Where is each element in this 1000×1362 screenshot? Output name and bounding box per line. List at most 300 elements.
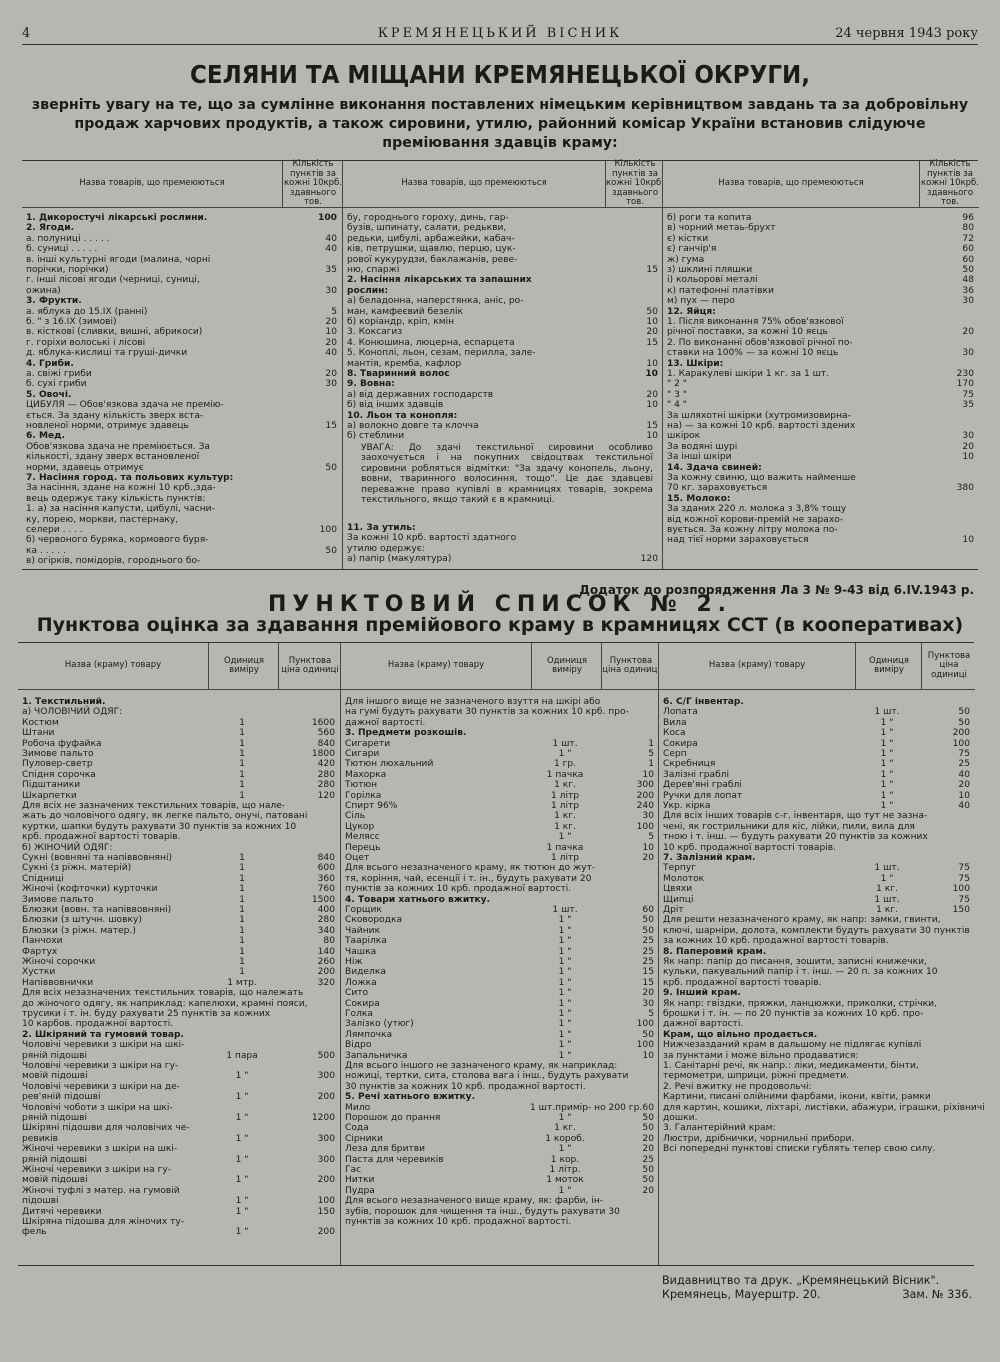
row-points [287, 359, 342, 369]
row-points [277, 1123, 340, 1133]
row-label: 4. Товари хатнього вжитку. [345, 894, 491, 905]
row-unit: 1 " [558, 915, 572, 926]
row-label: Відро [345, 1040, 372, 1051]
table-row [18, 936, 340, 946]
premium-col-3 [662, 161, 979, 569]
row-unit: 1 пачка [546, 842, 584, 853]
table-row [659, 1082, 975, 1092]
table-row [341, 728, 659, 738]
row-unit: 1 " [558, 1113, 572, 1123]
table-row [341, 1092, 659, 1102]
table-row [18, 853, 340, 863]
table-row [18, 1113, 340, 1123]
row-label: зубів, порошок для чищення та інш., будуть рахувати 30 [345, 1206, 620, 1217]
row-label: б. " з 16.IX (зимові) [26, 317, 117, 327]
table-row [343, 348, 663, 358]
row-points: 380 [956, 483, 974, 494]
row-unit: 1 кг. [554, 811, 576, 822]
row-label: Жіночі черевики з шкіри на гу- [22, 1165, 172, 1175]
row-label: 10. Льон та конопля: [347, 410, 458, 421]
row-points [643, 707, 659, 717]
row-label: тя, коріння, чай, есенції і т. ін., будуть рахувати 20 [345, 873, 592, 884]
row-unit [854, 1030, 920, 1040]
table-row [343, 275, 663, 285]
table-row [341, 1040, 659, 1050]
row-points [928, 421, 979, 431]
imprint-address: Кремянець, Мауерштр. 20. [662, 1288, 821, 1301]
row-points: 15 [325, 421, 337, 431]
row-label: б) коріандр, кріп, кмін [347, 317, 455, 327]
row-points: 25 [642, 1154, 654, 1165]
row-unit [530, 895, 600, 905]
row-unit: 1 " [558, 925, 572, 936]
row-points [631, 697, 659, 707]
table-row [663, 307, 979, 317]
row-unit [207, 1061, 277, 1071]
row-label: Як напр: гвіздки, пряжки, ланцюжки, приколки, стрічки, [663, 998, 937, 1009]
row-unit: 1 " [880, 790, 894, 801]
row-unit: 1 " [880, 749, 894, 759]
row-label: б) роги та копита [667, 213, 752, 223]
row-unit: 1 [239, 894, 245, 905]
row-points [920, 843, 975, 853]
table-row [659, 1134, 975, 1144]
row-points: 10 [958, 790, 970, 801]
table-row [22, 494, 342, 504]
row-unit [921, 1040, 949, 1050]
row-label: Гас [345, 1165, 362, 1175]
row-points [928, 515, 979, 525]
row-unit: 1 [239, 769, 245, 780]
row-points: 420 [317, 759, 335, 770]
row-points [287, 223, 342, 233]
table-row [659, 863, 975, 873]
row-label: 12. Яйця: [667, 306, 716, 317]
table-row [663, 515, 979, 525]
row-points: 40 [325, 233, 337, 244]
table-row [663, 255, 979, 265]
row-points: 50 [325, 462, 337, 473]
row-label: пунктів за кожних 10 крб. продажної вартості. [345, 884, 572, 895]
row-label: Блюзки (з ріжн. матер.) [22, 925, 136, 936]
row-points: 20 [958, 780, 970, 791]
table-row [18, 707, 340, 717]
row-points: 340 [317, 925, 335, 936]
row-points [287, 411, 342, 421]
row-unit: 1 " [558, 967, 572, 978]
row-label: Лопата [663, 707, 698, 718]
table-row [343, 431, 663, 441]
page-number: 4 [22, 26, 31, 41]
table-row [659, 1071, 975, 1081]
table-row [18, 739, 340, 749]
table-row [341, 1144, 659, 1154]
row-label: чені, як гострильники для кіс, лійки, пили, вила для [663, 821, 915, 832]
table-row [659, 728, 975, 738]
row-label: Дитячі черевики [22, 1206, 102, 1217]
row-points [928, 525, 979, 535]
row-points [600, 1092, 659, 1102]
row-points: 25 [642, 936, 654, 947]
row-label: 70 кг. зараховується [667, 483, 768, 494]
table-row [663, 535, 979, 545]
row-points [920, 978, 975, 988]
row-unit: 1 " [558, 936, 572, 947]
row-label: За насіння, здане на кожні 10 крб.,зда- [26, 483, 216, 494]
row-points [928, 338, 979, 348]
row-label: є) кістки [667, 233, 709, 244]
row-label: Жіночі черевики з шкіри на шкі- [22, 1144, 178, 1155]
table-row [18, 926, 340, 936]
row-label: з) шклині пляшки [667, 265, 753, 275]
row-label: Для іншого вище не зазначеного взуття на шкірі або [345, 697, 601, 707]
row-label: б) стеблини [347, 431, 405, 442]
table-row [18, 1019, 340, 1029]
row-unit [938, 967, 956, 977]
row-label: За водяні шурі [667, 441, 738, 452]
row-points [612, 533, 663, 543]
table-row [659, 853, 975, 863]
row-unit [854, 1134, 920, 1144]
row-unit: 1 " [235, 1206, 249, 1217]
table-row [341, 1165, 659, 1175]
intro-text: зверніть увагу на те, що за сумлінне виконання поставлених німецьким керівництвом завдань та за добровільну продаж харчових продуктів, а також сировини, утилю, районний комісар України встановив слідуюче преміювання здавців краму: [31, 97, 969, 151]
points-col-2 [340, 643, 659, 1265]
row-points: 1800 [311, 749, 335, 759]
table-row [18, 697, 340, 707]
table-row [18, 1186, 340, 1196]
row-label: Костюм [22, 717, 59, 728]
row-label: Нижчезазданий крам в дальшому не підлягає купівлі [663, 1040, 922, 1051]
table-row [343, 296, 663, 306]
row-unit [571, 884, 618, 894]
row-unit: 1 " [880, 728, 894, 739]
row-label: Ложка [345, 977, 377, 988]
row-points [624, 1082, 659, 1092]
row-unit: 1 " [558, 1019, 572, 1030]
table-row [343, 411, 663, 421]
table-row [659, 874, 975, 884]
table-row [341, 1207, 659, 1217]
row-points [287, 483, 342, 493]
row-points [928, 494, 979, 504]
table-row [659, 1019, 975, 1029]
row-points [953, 1092, 975, 1102]
table-row [18, 843, 340, 853]
row-label: дошки. [663, 1113, 698, 1123]
row-points [951, 957, 975, 967]
row-unit: 1 [239, 759, 245, 770]
row-label: м) пух — перо [667, 296, 735, 307]
row-label: в) огірків, помідорів, городнього бо- [26, 556, 201, 567]
row-points: 72 [962, 233, 974, 244]
row-label: б. сухі гриби [26, 379, 87, 390]
row-points [946, 822, 975, 832]
row-label: дажної вартості. [345, 717, 426, 728]
row-points [628, 863, 659, 873]
table-row [22, 463, 342, 473]
row-unit [923, 1009, 950, 1019]
col-header-name: Назва (краму) товару [64, 660, 162, 671]
table-row [18, 780, 340, 790]
row-label: Картини, писані олійними фарбами, ікони, квіти, рамки [663, 1092, 931, 1103]
row-label: Спідня сорочка [22, 769, 96, 780]
row-label: Сито [345, 988, 369, 999]
row-points: 280 [317, 915, 335, 926]
row-label: Підштаники [22, 780, 81, 791]
row-points [306, 1009, 340, 1019]
row-unit [927, 957, 952, 967]
row-unit: 1 [239, 873, 245, 884]
row-unit [854, 1071, 920, 1081]
table-row [659, 895, 975, 905]
table-row [663, 317, 979, 327]
points-col-3 [658, 643, 985, 1265]
row-points: 150 [952, 905, 970, 915]
table-row [343, 554, 663, 564]
table-row [663, 400, 979, 410]
row-unit [530, 718, 600, 728]
table-row [22, 359, 342, 369]
row-label: б) від інших здавців [347, 400, 444, 411]
table-row [341, 947, 659, 957]
table-row [18, 957, 340, 967]
row-label: вується. За кожну літру молока по- [667, 525, 838, 535]
row-points: 50 [962, 265, 974, 275]
table-row [659, 905, 975, 915]
row-points: 20 [646, 389, 658, 400]
row-points [922, 1051, 975, 1061]
row-points [952, 832, 975, 842]
row-unit: 1 [239, 749, 245, 759]
table-row [341, 874, 659, 884]
row-points: 10 [645, 369, 658, 379]
row-unit: 1 " [558, 946, 572, 957]
row-label: Сигари [345, 749, 380, 759]
row-unit: 1 [239, 957, 245, 967]
row-points [287, 275, 342, 285]
row-label: Сукні (вовняні та напіввовняні) [22, 853, 173, 863]
row-points [639, 1207, 659, 1217]
row-label: Для решти незазначеного краму, як напр: замки, гвинти, [663, 915, 941, 926]
row-label: 1. Текстильний. [22, 697, 106, 707]
row-label: Шкіряні підошви для чоловічих че- [22, 1123, 190, 1134]
row-label: ряній підошві [22, 1113, 88, 1123]
row-label: ка . . . . . [26, 545, 66, 556]
row-points [928, 473, 979, 483]
points-list-table [18, 642, 985, 1266]
table-row [341, 1103, 659, 1113]
table-row [343, 338, 663, 348]
row-label: Цукор [345, 821, 375, 832]
row-label: 3. Предмети розкошів. [345, 728, 467, 739]
row-label: 2. По виконанні обов'язкової річної по- [667, 337, 853, 348]
row-label: мовій підошві [22, 1071, 88, 1082]
row-label: Сковородка [345, 915, 403, 926]
headline: СЕЛЯНИ ТА МІЩАНИ КРЕМЯНЕЦЬКОЇ ОКРУГИ, [190, 60, 810, 89]
row-unit: 1 " [558, 1185, 572, 1196]
row-label: б) червоного буряка, кормового буря- [26, 535, 209, 546]
col-header-unit: Одиниця виміру [208, 643, 279, 689]
row-points: 96 [962, 213, 974, 223]
row-unit [307, 811, 322, 821]
row-unit: 1 літр [550, 853, 580, 863]
row-points: 300 [317, 1154, 335, 1165]
row-label: ряній підошві [22, 1154, 88, 1165]
row-label: жать до чоловічого одягу, як легке пальто, онучі, патовані [22, 811, 308, 822]
row-label: Ніж [345, 957, 363, 967]
table-row [18, 1144, 340, 1154]
row-label: норми, здавець отримує [26, 462, 144, 473]
row-points: 40 [958, 801, 970, 811]
row-label: Пудра [345, 1185, 375, 1196]
row-points: 5 [648, 1009, 654, 1019]
row-points: 25 [642, 946, 654, 957]
row-label: 6. Мед. [26, 431, 65, 442]
row-unit: 1 шт. [874, 894, 900, 905]
row-label: селери . . . . [26, 525, 83, 535]
row-unit [530, 1092, 600, 1102]
row-points: 75 [958, 873, 970, 884]
row-points: 240 [636, 801, 654, 811]
row-unit [928, 832, 952, 842]
row-unit: 1 " [880, 738, 894, 749]
row-unit: 1 " [558, 1144, 572, 1155]
row-label: Сокира [345, 998, 380, 1009]
row-label: в) чорний метаь-брухт [667, 223, 776, 234]
row-points [287, 515, 342, 525]
row-points: 200 [317, 1092, 335, 1103]
row-points [627, 874, 659, 884]
row-points [643, 1071, 659, 1081]
table-row [18, 988, 340, 998]
row-points [612, 348, 663, 358]
table-row [341, 895, 659, 905]
row-points: 300 [636, 780, 654, 791]
row-unit: 1 " [558, 1040, 572, 1051]
row-points: 50 [958, 707, 970, 718]
row-label: Сукні (з ріжн. матерій) [22, 863, 132, 874]
row-points: 230 [956, 369, 974, 379]
row-label: 3. Фрукти. [26, 296, 82, 307]
row-points: 840 [317, 853, 335, 863]
table-row [341, 1051, 659, 1061]
row-points [632, 1196, 659, 1206]
table-row [18, 791, 340, 801]
table-row [341, 707, 659, 717]
row-label: є) ганчір'я [667, 244, 717, 255]
row-points: 15 [646, 421, 658, 431]
row-label: Нитки [345, 1175, 375, 1186]
row-points [920, 853, 975, 863]
row-label: Люстри, дрібнички, чорнильні прибори. [663, 1133, 855, 1144]
row-unit: 1 [239, 925, 245, 936]
row-label: Леза для бритви [345, 1144, 426, 1155]
list-title: ПУНКТОВИЙ СПИСОК № 2. [268, 592, 732, 617]
row-points: 50 [642, 1165, 654, 1175]
row-label: Перець [345, 842, 381, 853]
row-points: 300 [317, 1133, 335, 1144]
table-row [18, 884, 340, 894]
row-unit: 1 гр. [553, 759, 577, 770]
row-points [956, 967, 975, 977]
row-label: " 3 " [667, 389, 687, 400]
row-label: ків, петрушки, щавлю, перцю, цук- [347, 244, 516, 255]
table-row [663, 452, 979, 462]
table-row [341, 1082, 659, 1092]
table-row [18, 1030, 340, 1040]
row-points: 36 [962, 285, 974, 296]
row-unit [586, 1082, 625, 1092]
table-row [343, 544, 663, 554]
row-points: 20 [325, 369, 337, 379]
table-row [22, 390, 342, 400]
table-row [22, 275, 342, 285]
table-row [341, 697, 659, 707]
row-label: Коса [663, 728, 686, 739]
table-row [659, 791, 975, 801]
table-row [341, 780, 659, 790]
row-points: 48 [962, 275, 974, 286]
row-points [928, 359, 979, 369]
table-row [18, 905, 340, 915]
table-row [659, 926, 975, 936]
table-row [22, 546, 342, 556]
row-points [600, 728, 659, 738]
row-unit [207, 1030, 277, 1040]
row-points: 20 [962, 441, 974, 452]
row-unit [207, 1144, 277, 1154]
row-points: 30 [962, 348, 974, 359]
row-label: Сода [345, 1123, 369, 1134]
row-points: 5 [648, 749, 654, 759]
row-unit: 1 [239, 946, 245, 957]
row-label: За кожну свиню, що важить найменше [667, 473, 856, 483]
row-points [612, 544, 663, 554]
row-unit [617, 1061, 638, 1071]
points-col-1 [18, 643, 340, 1265]
row-label: кульки, пакувальний папір і т. інш. — 20 п. за кожних 10 [663, 967, 938, 978]
row-label: 4. Конюшина, люцерна, еспарцета [347, 337, 515, 348]
col-header-unit: Одиниця виміру [855, 643, 922, 689]
row-points [277, 832, 340, 842]
row-label: Робоча фуфайка [22, 738, 102, 749]
row-unit [854, 697, 920, 707]
row-label: 4. Гриби. [26, 358, 74, 369]
table-row [18, 718, 340, 728]
row-points [928, 504, 979, 514]
row-points: 30 [642, 811, 654, 822]
row-label: Залізко (утюг) [345, 1019, 414, 1030]
row-points: 300 [317, 1071, 335, 1082]
table-row [663, 431, 979, 441]
table-row [659, 999, 975, 1009]
row-unit [854, 853, 920, 863]
row-label: 1. Санітарні речі, як напр.: ліки, медикаменти, бінти, [663, 1061, 919, 1071]
table-row [343, 379, 663, 389]
table-row [22, 525, 342, 535]
row-label: Мило [345, 1102, 371, 1113]
row-label: Дерев'яні граблі [663, 780, 742, 791]
row-points: 50 [325, 545, 337, 556]
uvaga-note: УВАГА: До здачі текстильної сировини особливо заохочується і на покупних свідоцтвах текстильної сировини робляться відмітки: "За здачу конопель, льону, вовни, тваринного волосиння, тощо". Це дає здавцеві переважне право купівлі в крамницях товарів, зокрема текстильного, якщо такий є в крамниці. [361, 443, 653, 506]
row-points: 10 [646, 431, 658, 442]
row-points [612, 411, 663, 421]
row-points [920, 1019, 975, 1029]
table-row [18, 1165, 340, 1175]
row-label: ман, камфеєвий безелік [347, 306, 463, 317]
row-unit [629, 707, 643, 717]
